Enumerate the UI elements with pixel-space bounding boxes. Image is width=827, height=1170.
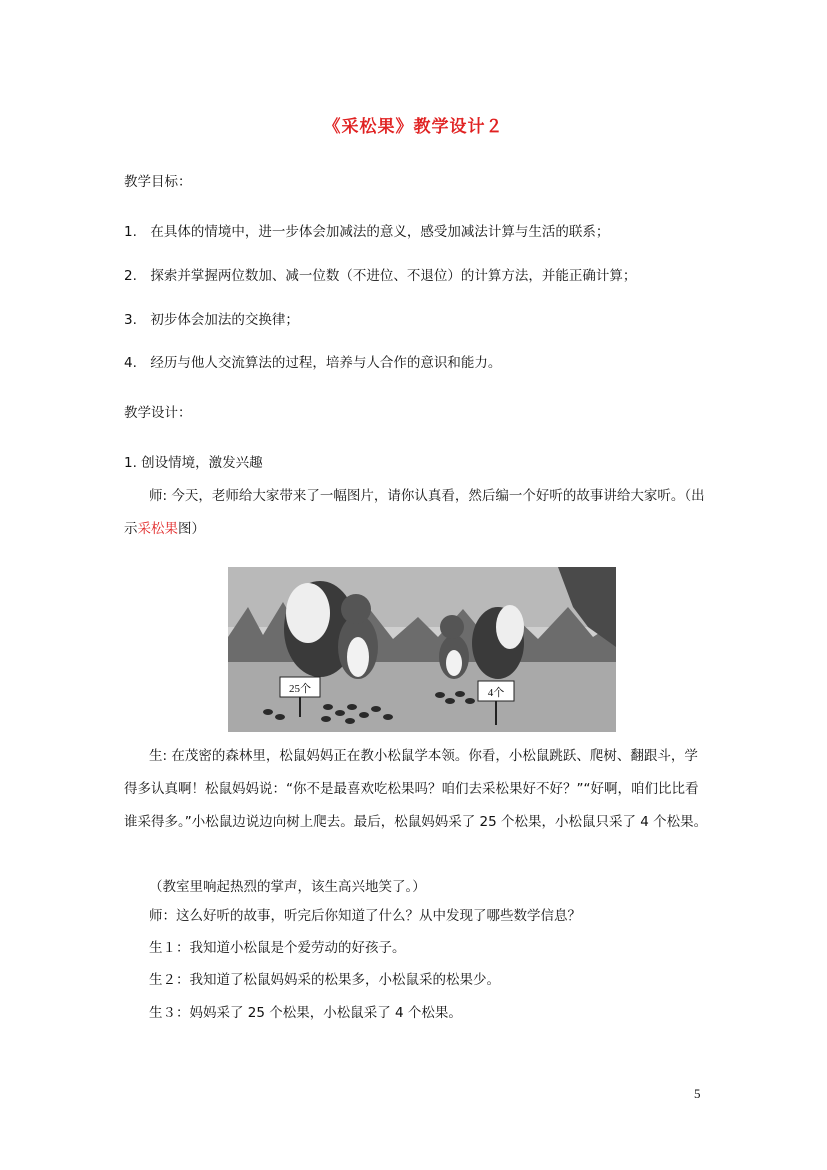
section-1-heading: 1. 创设情境，激发兴趣	[124, 455, 263, 471]
teacher-intro-end: 图）	[178, 521, 205, 537]
pine-cone-count-baby: 4个	[487, 687, 505, 699]
teacher-intro-paragraph	[124, 480, 708, 546]
classroom-reaction: （教室里响起热烈的掌声，该生高兴地笑了。）	[149, 879, 426, 895]
student-story-paragraph: 生: 在茂密的森林里，松鼠妈妈正在教小松鼠学本领。你看，小松鼠跳跃、爬树、翻跟斗，学得多认真啊！松鼠妈妈说：“你不是最喜欢吃松果吗？咱们去采松果好不好？”“好啊，咱们比比看谁采得多。”小松鼠边说边向树上爬去。最后，松鼠妈妈采了 25 个松果，小松鼠只采了 4 个松果。	[124, 748, 708, 830]
student-3-answer: 生３：妈妈采了 25 个松果，小松鼠采了 4 个松果。	[149, 1005, 462, 1021]
objectives-heading: 教学目标：	[124, 174, 192, 190]
teacher-question: 师：这么好听的故事，听完后你知道了什么？从中发现了哪些数学信息？	[149, 908, 581, 924]
design-heading: 教学设计：	[124, 405, 192, 421]
objective-3: 3. 初步体会加法的交换律；	[124, 312, 299, 328]
squirrels-illustration	[228, 567, 616, 732]
student-2-answer: 生２：我知道了松鼠妈妈采的松果多，小松鼠采的松果少。	[149, 972, 500, 988]
student-1-answer: 生１：我知道小松鼠是个爱劳动的好孩子。	[149, 940, 406, 956]
document-title: 《采松果》教学设计２	[323, 117, 504, 137]
objective-4: 4. 经历与他人交流算法的过程，培养与人合作的意识和能力。	[124, 355, 502, 371]
pine-cone-count-mother: 25个	[289, 683, 311, 695]
page-number: 5	[694, 1086, 701, 1101]
teacher-intro-text: 师: 今天，老师给大家带来了一幅图片，请你认真看，然后编一个好听的故事讲给大家听。（出示	[124, 488, 705, 537]
pine-cone-picture-link[interactable]: 采松果	[137, 521, 178, 537]
objective-2: 2. 探索并掌握两位数加、减一位数（不进位、不退位）的计算方法，并能正确计算；	[124, 268, 637, 284]
objective-1: 1. 在具体的情境中，进一步体会加减法的意义，感受加减法计算与生活的联系；	[124, 224, 610, 240]
